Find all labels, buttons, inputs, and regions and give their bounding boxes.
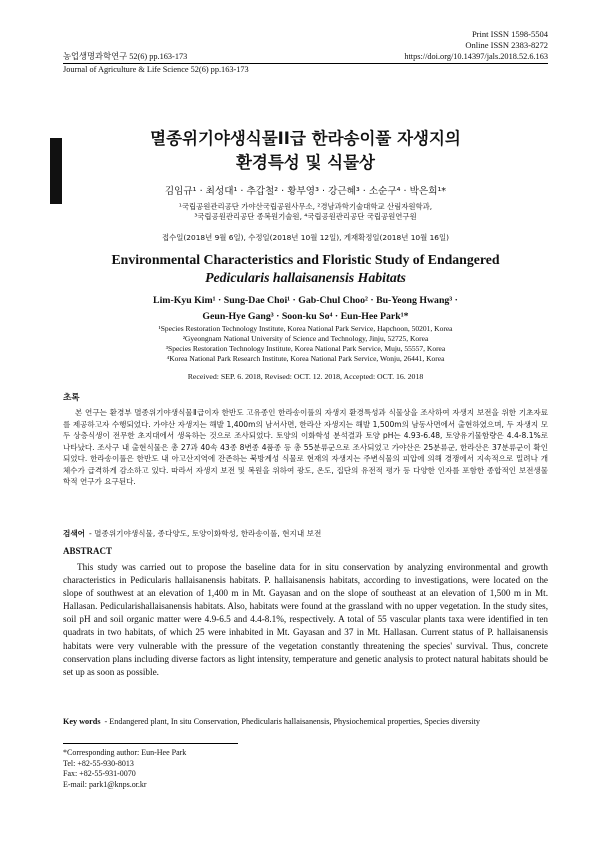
footnote-fax: Fax: +82-55-931-0070 <box>63 769 136 779</box>
journal-name-ko: 농업생명과학연구 52(6) pp.163-173 <box>63 52 188 61</box>
journal-name-en: Journal of Agriculture & Life Science 52(6) pp.163-173 <box>63 65 249 74</box>
keywords-korean <box>63 528 548 539</box>
title-english-line1: Environmental Characteristics and Floristic Study of Endangered <box>111 252 500 267</box>
keywords-ko-text: - 멸종위기야생식물, 종다양도, 토양이화학성, 한라송이풀, 현지내 보전 <box>89 529 322 538</box>
title-english <box>63 251 548 287</box>
affiliation-ko-line2: ³국립공원관리공단 종복원기술원, ⁴국립공원관리공단 국립공원연구원 <box>194 212 417 222</box>
keywords-en-label: Key words <box>63 717 101 726</box>
keywords-ko-label: 검색어 <box>63 529 86 538</box>
keywords-english <box>63 716 548 727</box>
abstract-en-text: This study was carried out to propose the baseline data for in situ conservation by analyzing environmental and growth characteristics in Pedicularis hallaisanensis habitats. P. hallaisanensis habitats, according to investigations, were located on the slope of southwest at an elevation of 1,400 m in Mt. Gayasan and on the slope of southeast at an elevation of 1,500 m in Mt. Hallasan. Pedicularishallaisanensis habitats. Also, habitats were found at the grassland with no upper vegetation. In the study sites, soil pH and soil organic matter were 4.9-6.5 and 4.4-8.1%, respectively. A total of 55 vascular plants taxa were identified in ten quadrats in two habitats, of which 25 were inhabited in Mt. Gayasan and 37 in Mt. Hallasan. Current status of P. hallaisanensis habitats were very vulnerable with the pressure of the vegetation constantly threatening the species' survival. Thus, concrete conservation plans including diverse factors as light intensity, temperature and genetic analysis to protect natural habitats should be set up as soon as possible. <box>63 562 548 677</box>
issn-block <box>465 29 548 50</box>
online-issn: Online ISSN 2383-8272 <box>465 39 548 50</box>
abstract-en-heading: ABSTRACT <box>63 546 113 556</box>
doi-link[interactable]: https://doi.org/10.14397/jals.2018.52.6.163 <box>404 52 548 61</box>
affiliation-en-line3: ³Species Restoration Technology Institute, Korea National Park Service, Muju, 55557, Korea <box>165 344 446 354</box>
affiliation-ko-line1: ¹국립공원관리공단 가야산국립공원사무소, ²경남과학기술대학교 산림자원학과, <box>178 202 433 211</box>
print-issn: Print ISSN 1598-5504 <box>471 29 548 39</box>
keywords-en-text: - Endangered plant, In situ Conservation, Phedicularis hallaisanensis, Physiochemical properties, Species diversity <box>104 717 480 726</box>
footnote-email[interactable]: E-mail: park1@knps.or.kr <box>63 779 147 789</box>
abstract-korean <box>63 407 548 488</box>
dates-english: Received: SEP. 6. 2018, Revised: OCT. 12. 2018, Accepted: OCT. 16. 2018 <box>187 372 424 381</box>
affiliation-en-line4: ⁴Korea National Park Research Institute, Korea National Park Service, Wonju, 26441, Korea <box>166 354 445 364</box>
affiliation-en-line2: ²Gyeongnam National University of Science and Technology, Jinju, 52725, Korea <box>182 334 429 344</box>
authors-en-line1: Lim-Kyu Kim¹ · Sung-Dae Choi¹ · Gab-Chul Choo² · Bu-Yeong Hwang³ · <box>153 295 458 306</box>
title-korean-line2: 환경특성 및 식물상 <box>235 153 375 172</box>
abstract-ko-text: 본 연구는 환경부 멸종위기야생식물Ⅱ급이자 한반도 고유종인 한라송이풀의 자생지 환경특성과 식물상을 조사하여 자생지 보전을 위한 기초자료를 제공하고자 수행되었다. 가야산 자생지는 해발 1,400m의 남서사면, 한라산 자생지는 해발 1,500m의 남동사면에서 출현하였으며, 두 자생지 모두 상층식생이 전무한 초지대에서 생육하는 것으로 조사되었다. 토양의 이화학성 분석결과 토양 pH는 4.93-6.48, 토양유기물함량은 4.4-8.1%로 나타났다. 조사구 내 출현식물은 총 27과 40속 43종 8변종 4품종 등 총 55분류군으로 조사되었고 가야산은 25분류군, 한라산은 37분류군이 확인되었다. 한라송이풀은 한반도 내 아고산지역에 잔존하는 북방계성 식물로 현재의 자생지는 주변식물의 피압에 의해 경쟁에서 지속적으로 밀려나 개체수가 급격하게 감소하고 있다. 따라서 자생지 보전 및 복원을 위하여 광도, 온도, 집단의 유전적 평가 등 다양한 인자를 포함한 종합적인 보전생물학적 연구가 요구된다. <box>63 408 548 486</box>
abstract-english <box>63 561 548 679</box>
journal-header <box>63 52 187 62</box>
title-english-line2: Pedicularis hallaisanensis Habitats <box>205 270 406 285</box>
footnote-rule <box>63 743 238 744</box>
affiliations-korean <box>63 202 548 223</box>
corresponding-author: *Corresponding author: Eun-Hee Park <box>63 748 187 757</box>
affiliations-english <box>63 324 548 364</box>
authors-korean: 김임규¹ · 최성대¹ · 추갑철² · 황부영³ · 강근혜³ · 소순구⁴ · 박은희¹* <box>164 186 447 197</box>
header-rule <box>63 63 548 64</box>
authors-english <box>63 293 548 324</box>
footnote <box>63 748 186 790</box>
footnote-tel: Tel: +82-55-930-8013 <box>63 758 134 768</box>
dates-korean: 접수일(2018년 9월 6일), 수정일(2018년 10월 12일), 게재확정일(2018년 10월 16일) <box>161 233 450 242</box>
abstract-ko-heading: 초록 <box>63 393 80 403</box>
title-korean <box>63 127 548 175</box>
title-sidebar-bar <box>50 138 62 204</box>
affiliation-en-line1: ¹Species Restoration Technology Institute, Korea National Park Service, Hapchoon, 50201, Korea <box>158 324 453 333</box>
title-korean-line1: 멸종위기야생식물II급 한라송이풀 자생지의 <box>150 129 461 148</box>
authors-en-line2: Geun-Hye Gang³ · Soon-ku So⁴ · Eun-Hee Park¹* <box>202 310 409 322</box>
